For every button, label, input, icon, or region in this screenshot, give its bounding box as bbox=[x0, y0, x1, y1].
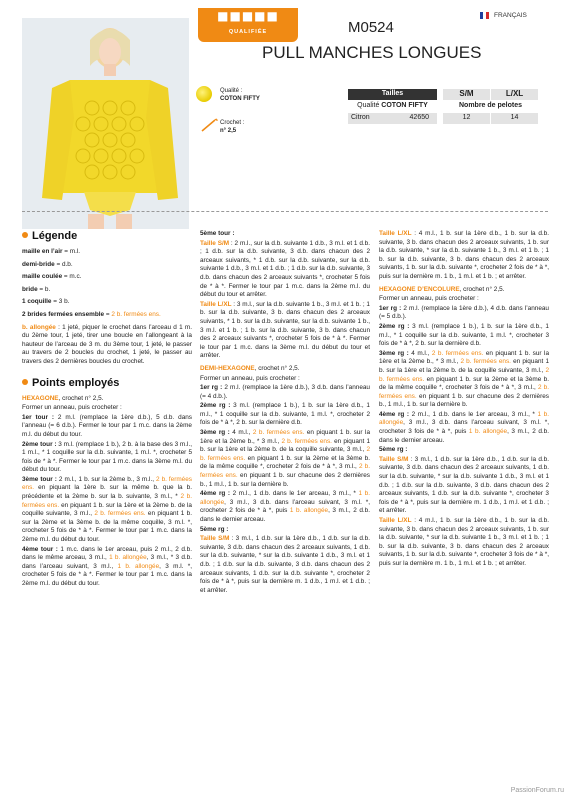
instruction-paragraph: Taille L/XL : 3 m.l., sur la d.b. suivante 1 b., 3 m.l. et 1 b. ; 1 b. sur la d.b. suivante, 3 b. dans chacun des 2 arceaux suivants, * 1 b. sur la d.b. suivante, sur la d.b. suivante 1 b., 3 m.l. et 1 b. ; 1 b. sur la d.b. suivante, 3 b. dans chacun des 2 arceaux suivants *, crocheter 5 fois de * à *. Fermer le tour par 1 m.c. dans la 3ème m.l. du début du tour et arrêter. bbox=[200, 300, 370, 360]
header-sm: S/M bbox=[443, 89, 491, 101]
quality-name: COTON FIFTY bbox=[381, 102, 428, 110]
legend-item: maille coulée = m.c. bbox=[22, 273, 82, 281]
instruction-paragraph: 4ème rg : 2 m.l., 1 d.b. dans le 1er arceau, 3 m.l., * 1 b. allongée, 3 m.l., 3 d.b. dans l’arceau suivant, 3 m.l. *, crocheter 2 fois de * à *, puis 1 b. allongée, 3 m.l., 2 d.b. dans le dernier arceau. bbox=[200, 490, 370, 523]
column-middle bbox=[200, 230, 370, 596]
header-sizes: Tailles bbox=[348, 89, 438, 101]
page-title: PULL MANCHES LONGUES bbox=[262, 43, 482, 62]
instruction-paragraph: Taille S/M : 3 m.l., 1 d.b. sur la 1ère d.b., 1 d.b. sur la d.b. suivante, 3 d.b. dans chacun des 2 arceaux suivants, 1 d.b. sur la d.b. suivante, * sur la d.b. suivante 1 d.b., 3 m.l. et 1 d.b. ; 1 d.b. sur la d.b. suivante, 3 d.b. dans chacun des 2 arceaux suivants, 1 d.b. sur la d.b. suivante *, crocheter 3 fois de * à *, puis sur la dernière m. 1 d.b., 1 m.l. et 1 d.b. ; et arrêter. bbox=[379, 455, 549, 515]
legend-item-b-allongee: b. allongée : 1 jeté, piquer le crochet dans l’arceau d 1 m. du 2ème tour, 1 jeté, tirer une boucle en l’allongeant à la hauteur de l’arceau de 3 m. du 3ème tour, 1 jeté, le passer au travers de 2 boucles du crochet, 1 jeté, le passer au travers des 2 dernières boucles du crochet. bbox=[22, 323, 192, 365]
brand-logo: ■■■■■ bbox=[217, 9, 279, 23]
table-row bbox=[348, 101, 539, 113]
legend-heading: Légende bbox=[22, 230, 192, 243]
instruction-paragraph: 1er tour : 2 m.l. (remplace la 1ère d.b.), 5 d.b. dans l’anneau (= 6 d.b.). Fermer le tour par 1 m.c. dans la 2ème m.l. du début du tour. bbox=[22, 413, 192, 438]
legend-item: maille en l’air = m.l. bbox=[22, 248, 81, 255]
instruction-paragraph: 1er rg : 2 m.l. (remplace la 1ère d.b.), 4 d.b. dans l’anneau (= 5 d.b.). bbox=[379, 304, 549, 321]
row-label: 5ème rg : bbox=[200, 525, 229, 533]
section-divider bbox=[22, 211, 548, 212]
instruction-paragraph: 4ème rg : 2 m.l., 1 d.b. dans le 1er arceau, 3 m.l., * 1 b. allongée, 3 m.l., 3 d.b. dans l’arceau suivant, 3 m.l. *, crocheter 3 fois de * à *, puis 1 b. allongée, 3 m.l., 2 d.b. dans le dernier arceau. bbox=[379, 410, 549, 444]
intro-text: Former un anneau, puis crocheter : bbox=[200, 374, 300, 382]
instruction-paragraph: 2ème tour : 3 m.l. (remplace 1 b.), 2 b. à la base des 3 m.l., 1 m.l., * 1 coquille sur la d.b. suivante, 1 m.l. *, crocheter 5 fois de * à *. Fermer le tour par 1 m.c. dans la 3ème m.l. du début du tour. bbox=[22, 440, 193, 474]
balls-lxl: 14 bbox=[491, 113, 539, 125]
quality-prefix: Qualité bbox=[357, 102, 380, 110]
quality-value: COTON FIFTY bbox=[220, 96, 260, 102]
intro-text: Former un anneau, puis crocheter : bbox=[22, 404, 122, 412]
watermark: PassionForum.ru bbox=[510, 787, 564, 795]
language-label[interactable]: FRANÇAIS bbox=[494, 12, 527, 19]
row-label: 5ème rg : bbox=[379, 446, 408, 454]
instruction-paragraph: 2ème rg : 3 m.l. (remplace 1 b.), 1 b. sur la 1ère d.b., 1 m.l., * 1 coquille sur la d.b. suivante, 1 m.l. *, crocheter 3 fois de * à *, 2 b. sur la dernière d.b. bbox=[379, 322, 549, 348]
instruction-paragraph: 3ème rg : 4 m.l., 2 b. fermées ens. en piquant 1 b. sur la 1ère et la 2ème b., * 3 m.l., 2 b. fermées ens. en piquant 1 b. sur la 1ère et la 2ème b. de la coquille suivante, 3 m.l., 2 b. fermées ens. en piquant 1 b. sur la 2ème et la 3ème b. de la même coquille *, crocheter 3 fois de * à *, 3 m.l., 2 b. fermées ens. en piquant 1 b. sur chacune des 2 dernières b., 1 m.l., 1 b. sur la dernière b. bbox=[379, 349, 549, 409]
column-right bbox=[379, 230, 549, 570]
product-photo bbox=[22, 18, 189, 229]
brand-subtitle: QUALIFIÉE bbox=[228, 29, 268, 35]
bullet-icon bbox=[22, 379, 28, 385]
instruction-paragraph: 3ème rg : 4 m.l., 2 b. fermées ens. en piquant 1 b. sur la 1ère et la 2ème b., * 3 m.l., 2 b. fermées ens. en piquant 1 b. sur la 1ère et la 2ème b. de la coquille suivante, 3 m.l., 2 b. fermées ens. en piquant 1 b. sur la 2ème et la 3ème b. de la même coquille *, crocheter 2 fois de * à *, 3 m.l., 2 b. fermées ens. en piquant 1 b. sur chacune des 2 dernières b., 1 m.l., 1 b. sur la dernière b. bbox=[200, 429, 370, 488]
header-lxl: L/XL bbox=[491, 89, 539, 101]
color-name: Citron bbox=[351, 114, 370, 122]
instruction-paragraph: 1er rg : 2 m.l. (remplace la 1ère d.b.), 3 d.b. dans l’anneau (= 4 d.b.). bbox=[200, 384, 370, 400]
hook-info bbox=[220, 119, 244, 135]
instruction-paragraph: 2ème rg : 3 m.l. (remplace 1 b.), 1 b. sur la 1ère d.b., 1 m.l., * 1 coquille sur la d.b. suivante, 1 m.l. *, crocheter 2 fois de * à *, 2 b. sur la dernière d.b. bbox=[200, 402, 370, 427]
quality-info bbox=[220, 87, 260, 103]
legend-item: bride = b. bbox=[22, 285, 51, 293]
hook-label: Crochet : bbox=[220, 120, 245, 126]
instruction-paragraph: Taille L/XL : 4 m.l., 1 b. sur la 1ère d.b., 1 b. sur la d.b. suivante, 3 b. dans chacun des 2 arceaux suivants, 1 b. sur la d.b. suivante, * sur la d.b. suivante 1 b., 3 m.l. et 1 b. ; 1 b. sur la d.b. suivante, 3 b. dans chacun des 2 arceaux suivants, 1 b. sur la d.b. suivante *, crocheter 2 fois de * à *, puis sur la dernière m. 1 b., 1 m.l. et 1 b. ; et arrêter. bbox=[379, 230, 549, 280]
pattern-reference: M0524 bbox=[348, 19, 394, 36]
crochet-hook-icon bbox=[200, 118, 218, 132]
hook-value: n° 2,5 bbox=[220, 128, 237, 134]
bullet-icon bbox=[22, 232, 28, 238]
legend-item: 1 coquille = 3 b. bbox=[22, 298, 70, 306]
yarn-ball-icon bbox=[196, 86, 212, 102]
balls-title: Nombre de pelotes bbox=[443, 101, 539, 113]
column-left bbox=[22, 230, 192, 590]
instruction-paragraph: 3ème tour : 2 m.l., 1 b. sur la 2ème b., 3 m.l., 2 b. fermées ens. en piquant la 1ère b. sur la même b. que la b. précédente et la 2ème b. sur la b. suivante, 3 m.l., * 2 b. fermées ens. en piquant 1 b. sur la 1ère et la 2ème b. de la coquille suivante, 3 m.l., 2 b. fermées ens. en piquant 1 b. sur la 2ème et la 3ème b. de la même coquille, 3 m.l. *, crocheter 5 fois de * à *. Fermer le tour par 1 m.c. dans la 2ème m.l. du début du tour. bbox=[22, 475, 192, 544]
table-header-row bbox=[348, 89, 539, 101]
points-heading: Points employés bbox=[22, 377, 192, 390]
intro-text: Former un anneau, puis crocheter : bbox=[379, 295, 479, 303]
demi-hexagone-title: DEMI-HEXAGONE, crochet n° 2,5. bbox=[200, 364, 300, 372]
instruction-paragraph: 4ème tour : 1 m.c. dans le 1er arceau, puis 2 m.l., 2 d.b. dans le même arceau, 3 m.l., 1 b. allongée, 3 m.l., * 3 d.b. dans l’arceau suivant, 3 m.l., 1 b. allongée, 3 m.l. *, crocheter 5 fois de * à *. Fermer le tour par 1 m.c. dans la 2ème m.l. du début du tour. bbox=[22, 545, 192, 587]
french-flag-icon bbox=[480, 12, 489, 19]
quality-label: Qualité : bbox=[220, 88, 243, 94]
instruction-paragraph: Taille S/M : 2 m.l., sur la d.b. suivante 1 d.b., 3 m.l. et 1 d.b. ; 1 d.b. sur la d.b. suivante, 3 d.b. dans chacun des 2 arceaux suivants, * 1 d.b. sur la d.b. suivante, sur la d.b. suivante 1 d.b., 3 m.l. et 1 d.b. ; 1 d.b. sur la d.b. suivante, 3 d.b. dans chacun des 2 arceaux suivants *, crocheter 5 fois de * à *. Fermer le tour par 1 m.c. dans la 2ème m.l. du début du tour et arrêter. bbox=[200, 239, 370, 299]
legend-item: 2 brides fermées ensemble = 2 b. fermées ens. bbox=[22, 310, 161, 318]
instruction-paragraph: Taille S/M : 3 m.l., 1 d.b. sur la 1ère d.b., 1 d.b. sur la d.b. suivante, 3 d.b. dans chacun des 2 arceaux suivants, 1 d.b. sur la d.b. suivante, * sur la d.b. suivante 1 d.b., 3 m.l. et 1 d.b. ; 1 d.b. sur la d.b. suivante, 3 d.b. dans chacun des 2 arceaux suivants, 1 d.b. sur la d.b. suivante *, crocheter 2 fois de * à *, puis sur la dernière m. 1 d.b., 1 m.l. et 1 d.b. ; et arrêter. bbox=[200, 535, 370, 594]
hexagone-encolure-title: HEXAGONE D’ENCOLURE, crochet n° 2,5. bbox=[379, 285, 505, 293]
sizes-table bbox=[347, 88, 539, 125]
tour-label: 5ème tour : bbox=[200, 230, 235, 237]
hexagone-title: HEXAGONE, crochet n° 2,5. bbox=[22, 394, 104, 402]
instruction-paragraph: Taille L/XL : 4 m.l., 1 b. sur la 1ère d.b., 1 b. sur la d.b. suivante, 3 b. dans chacun des 2 arceaux suivants, 1 b. sur la d.b. suivante, * sur la d.b. suivante 1 b., 3 m.l. et 1 b. ; 1 b. sur la d.b. suivante, 3 b. dans chacun des 2 arceaux suivants, 1 b. sur la d.b. suivante *, crocheter 3 fois de * à *, puis sur la dernière m. 1 b., 1 m.l. et 1 b. ; et arrêter. bbox=[379, 517, 549, 567]
color-ref: 42650 bbox=[409, 114, 429, 122]
balls-sm: 12 bbox=[443, 113, 491, 125]
legend-item: demi-bride = d.b. bbox=[22, 260, 73, 268]
table-row bbox=[348, 113, 539, 125]
model-illustration bbox=[22, 18, 189, 229]
